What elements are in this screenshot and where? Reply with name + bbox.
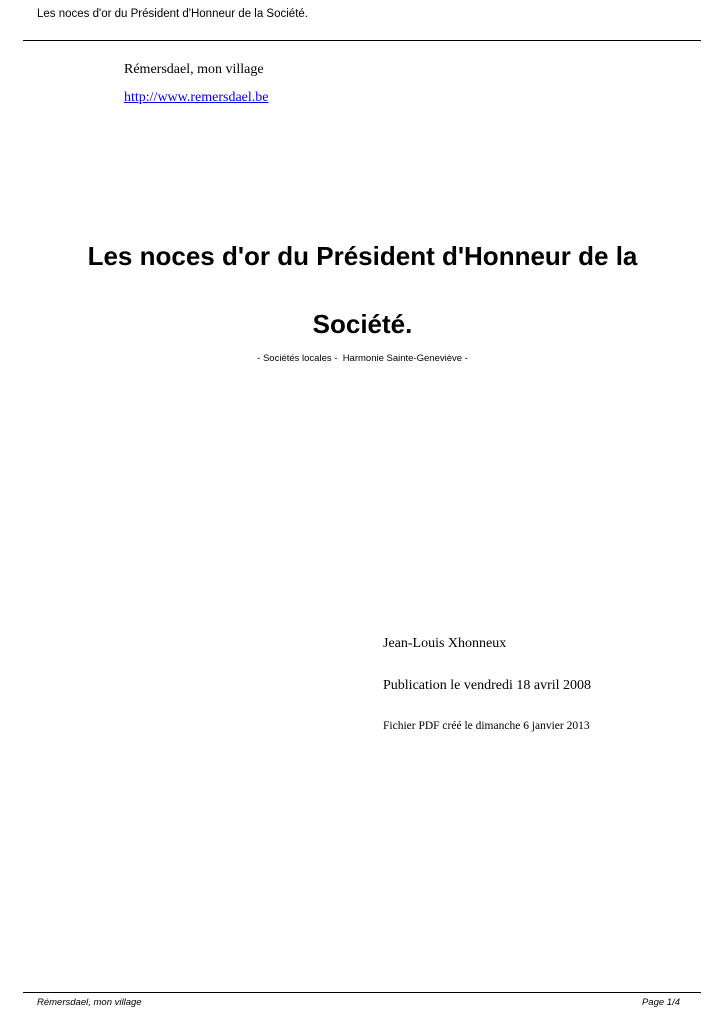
article-title: Les noces d'or du Président d'Honneur de la Société. <box>87 241 638 339</box>
pdf-creation-date: Fichier PDF créé le dimanche 6 janvier 2013 <box>383 720 590 732</box>
footer-page-number: Page 1/4 <box>641 997 680 1008</box>
header-rule <box>23 40 701 41</box>
article-author: Jean-Louis Xhonneux <box>383 636 507 651</box>
running-header-title: Les noces d'or du Président d'Honneur de la Société. <box>37 8 308 20</box>
footer-site-name: Rémersdael, mon village <box>37 997 142 1008</box>
footer-rule <box>23 992 701 993</box>
publication-date: Publication le vendredi 18 avril 2008 <box>383 678 592 693</box>
site-name: Rémersdael, mon village <box>124 62 264 77</box>
site-url-link[interactable]: http://www.remersdael.be <box>124 90 269 105</box>
article-categories: - Sociétés locales - Harmonie Sainte-Geneviève - <box>257 353 468 364</box>
